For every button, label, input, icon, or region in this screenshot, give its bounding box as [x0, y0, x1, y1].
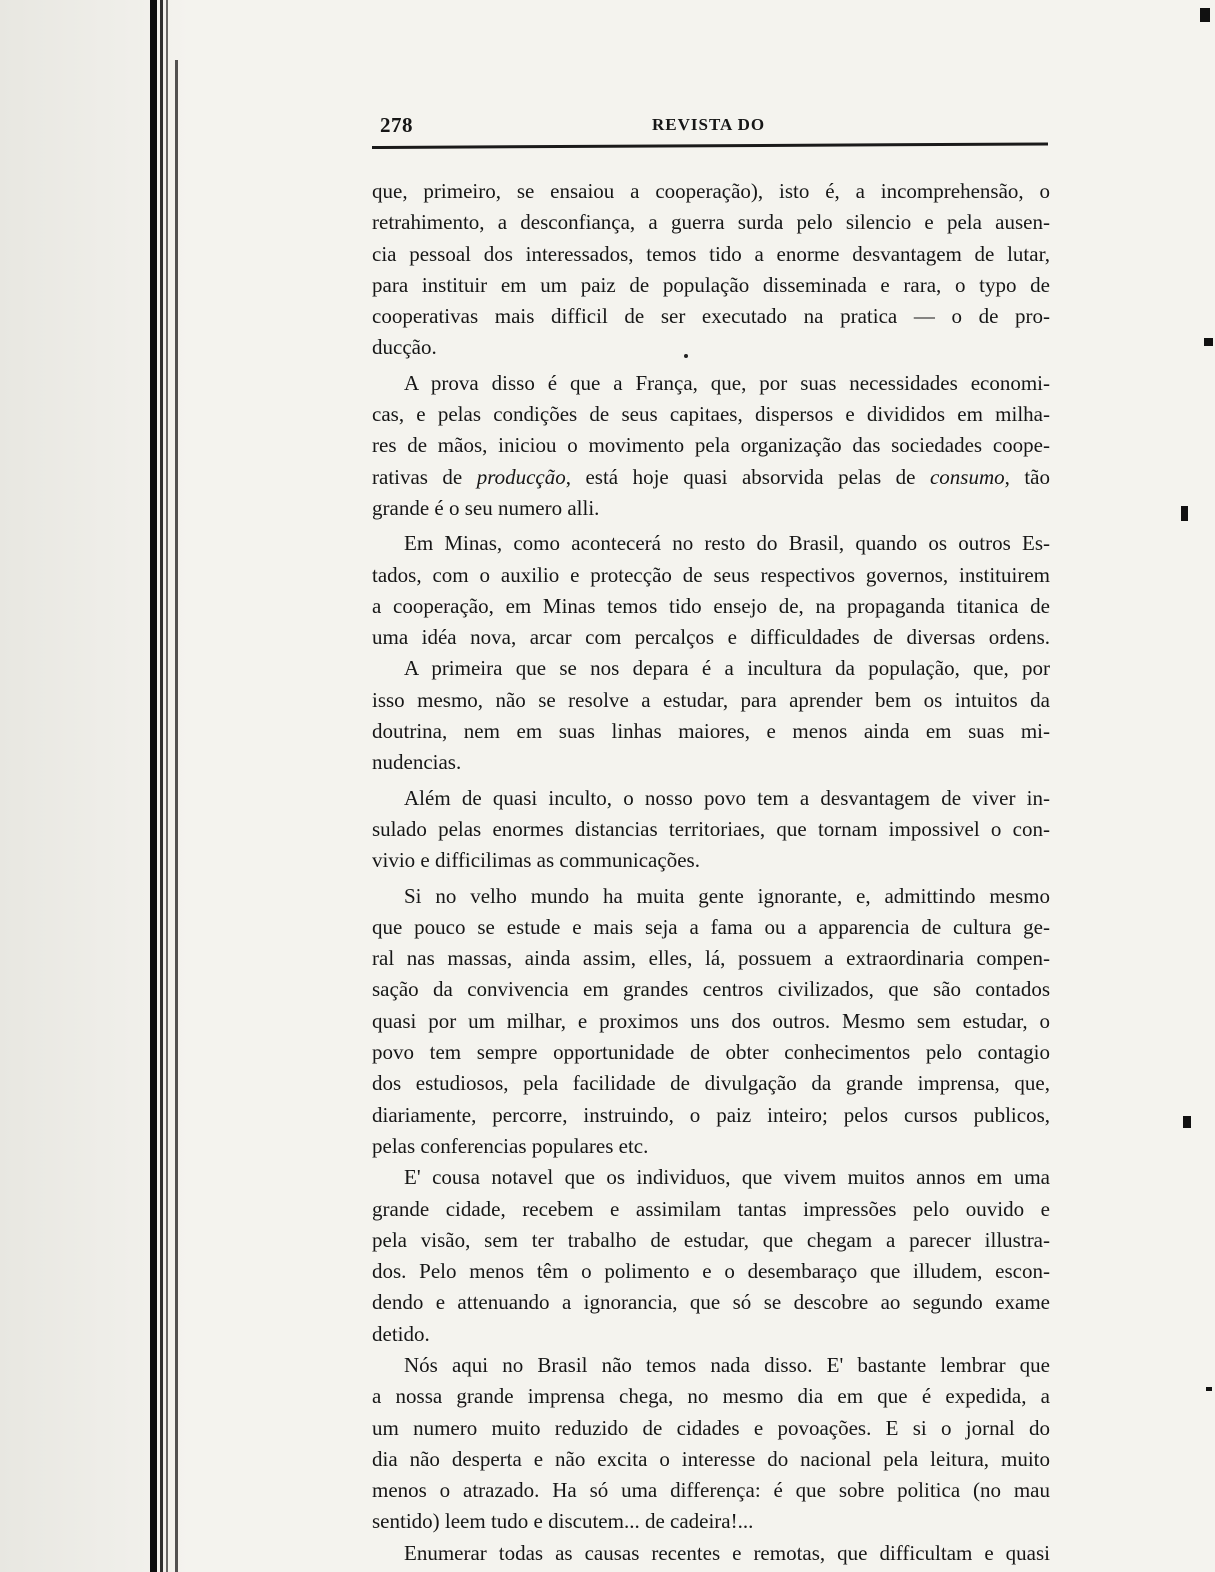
text-line: a cooperação, em Minas temos tido ensejo de, na propaganda titanica de: [372, 593, 1050, 618]
text-line: cooperativas mais difficil de ser executado na pratica — o de pro-: [372, 304, 1050, 329]
text-line: ducção.: [372, 335, 437, 360]
text-line: dendo e attenuando a ignorancia, que só se descobre ao segundo exame: [372, 1290, 1050, 1315]
text-line: nudencias.: [372, 750, 462, 775]
text-line: E' cousa notavel que os individuos, que vivem muitos annos em uma: [404, 1165, 1050, 1190]
text-line: para instituir em um paiz de população disseminada e rara, o typo de: [372, 272, 1050, 297]
text-line-with-emphasis: rativas de producção, está hoje quasi absorvida pelas de consumo, tão: [372, 464, 1050, 489]
page-number: 278: [380, 113, 413, 137]
text-line: Em Minas, como acontecerá no resto do Brasil, quando os outros Es-: [404, 531, 1050, 556]
header-rule: [372, 142, 1048, 149]
text-line: dos. Pelo menos têm o polimento e o desembaraço que illudem, escon-: [372, 1259, 1050, 1284]
text-line: vivio e difficilimas as communicações.: [372, 848, 700, 873]
emphasized-word: producção: [476, 464, 566, 489]
emphasized-word: consumo: [929, 464, 1005, 489]
text-line: a nossa grande imprensa chega, no mesmo dia em que é expedida, a: [372, 1384, 1050, 1409]
text-line: Si no velho mundo ha muita gente ignorante, e, admittindo mesmo: [404, 883, 1050, 908]
text-line: Além de quasi inculto, o nosso povo tem a desvantagem de viver in-: [404, 785, 1050, 810]
page-header: [380, 113, 1048, 143]
book-spine-shadow: [166, 0, 168, 1572]
text-line: A primeira que se nos depara é a incultura da população, que, por: [404, 656, 1050, 681]
text-line: Nós aqui no Brasil não temos nada disso. E' bastante lembrar que: [404, 1352, 1050, 1377]
text-line: sação da convivencia em grandes centros civilizados, que são contados: [372, 977, 1050, 1002]
text-line: uma idéa nova, arcar com percalços e difficuldades de diversas ordens.: [372, 625, 1050, 650]
text-line: doutrina, nem em suas linhas maiores, e menos ainda em suas mi-: [372, 719, 1050, 744]
text-line: sentido) leem tudo e discutem... de cadeira!...: [372, 1509, 754, 1534]
running-head: REVISTA DO: [652, 115, 766, 134]
text-line: quasi por um milhar, e proximos uns dos outros. Mesmo sem estudar, o: [372, 1008, 1050, 1033]
text-line: grande é o seu numero alli.: [372, 495, 600, 520]
text-line: um numero muito reduzido de cidades e povoações. E si o jornal do: [372, 1415, 1050, 1440]
text-line: detido.: [372, 1321, 430, 1346]
scan-speck: [1206, 1387, 1212, 1391]
text-line: povo tem sempre opportunidade de obter conhecimentos pelo contagio: [372, 1040, 1050, 1065]
scan-speck: [1200, 8, 1210, 22]
text-line: dos estudiosos, pela facilidade de divulgação da grande imprensa, que,: [372, 1071, 1050, 1096]
text-line: que, primeiro, se ensaiou a cooperação), isto é, a incomprehensão, o: [372, 179, 1050, 203]
text-line: pela visão, sem ter trabalho de estudar, que chegam a parecer illustra-: [372, 1227, 1050, 1252]
text-line: sulado pelas enormes distancias territoriaes, que tornam impossivel o con-: [372, 816, 1050, 841]
text-line: grande cidade, recebem e assimilam tantas impressões pelo ouvido e: [372, 1196, 1050, 1221]
text-line: que pouco se estude e mais seja a fama ou a apparencia de cultura ge-: [372, 914, 1050, 939]
text-line: res de mãos, iniciou o movimento pela organização das sociedades coope-: [372, 433, 1050, 458]
text-line: tados, com o auxilio e protecção de seus respectivos governos, instituirem: [372, 562, 1050, 587]
scan-speck: [1204, 338, 1213, 346]
book-spine-shadow: [175, 60, 178, 1572]
text-line: menos o atrazado. Ha só uma differença: é que sobre politica (no mau: [372, 1478, 1050, 1503]
text-line: isso mesmo, não se resolve a estudar, para aprender bem os intuitos da: [372, 687, 1050, 712]
text-line: retrahimento, a desconfiança, a guerra surda pelo silencio e pela ausen-: [372, 210, 1050, 235]
text-line: pelas conferencias populares etc.: [372, 1133, 649, 1158]
book-spine-shadow: [150, 0, 157, 1572]
text-line: A prova disso é que a França, que, por suas necessidades economi-: [404, 370, 1050, 395]
text-line: Enumerar todas as causas recentes e remotas, que difficultam e quasi: [404, 1540, 1050, 1565]
scan-speck: [1181, 506, 1188, 521]
text-line: ral nas massas, ainda assim, elles, lá, possuem a extraordinaria compen-: [372, 946, 1050, 971]
text-line: cas, e pelas condições de seus capitaes, dispersos e divididos em milha-: [372, 402, 1050, 427]
book-spine-shadow: [160, 0, 163, 1572]
text-line: diariamente, percorre, instruindo, o paiz inteiro; pelos cursos publicos,: [372, 1102, 1050, 1127]
text-line: dia não desperta e não excita o interesse do nacional pela leitura, muito: [372, 1446, 1050, 1471]
body-text: [372, 176, 1050, 1569]
ink-dot: [684, 354, 688, 358]
scan-speck: [1183, 1116, 1191, 1128]
text-line: cia pessoal dos interessados, temos tido a enorme desvantagem de lutar,: [372, 241, 1050, 266]
